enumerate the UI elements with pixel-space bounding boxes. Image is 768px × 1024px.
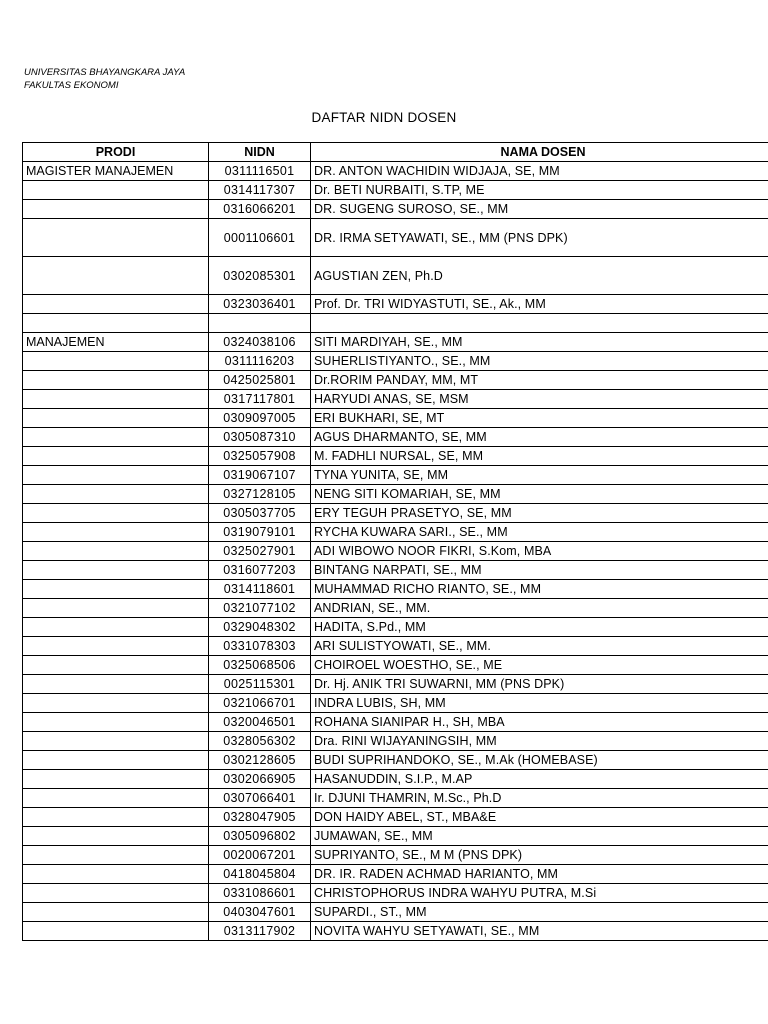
prodi-cell [23, 656, 209, 675]
nama-cell: RYCHA KUWARA SARI., SE., MM [311, 523, 768, 542]
nidn-cell: 0327128105 [209, 485, 311, 504]
nidn-cell: 0316077203 [209, 561, 311, 580]
university-name: UNIVERSITAS BHAYANGKARA JAYA [24, 67, 186, 78]
prodi-cell [23, 390, 209, 409]
nama-cell: NENG SITI KOMARIAH, SE, MM [311, 485, 768, 504]
nama-cell: HASANUDDIN, S.I.P., M.AP [311, 770, 768, 789]
table-row [23, 257, 768, 295]
document-header [24, 66, 185, 92]
nidn-cell: 0329048302 [209, 618, 311, 637]
nidn-cell: 0305087310 [209, 428, 311, 447]
nama-cell: Ir. DJUNI THAMRIN, M.Sc., Ph.D [311, 789, 768, 808]
prodi-cell [23, 504, 209, 523]
nama-cell: Dr. BETI NURBAITI, S.TP, ME [311, 181, 768, 200]
nidn-cell: 0331078303 [209, 637, 311, 656]
table-row [23, 751, 768, 770]
table-row [23, 637, 768, 656]
prodi-cell [23, 884, 209, 903]
nama-cell: TYNA YUNITA, SE, MM [311, 466, 768, 485]
nama-cell: MUHAMMAD RICHO RIANTO, SE., MM [311, 580, 768, 599]
nama-cell: DR. ANTON WACHIDIN WIDJAJA, SE, MM [311, 162, 768, 181]
prodi-cell [23, 865, 209, 884]
table-row [23, 808, 768, 827]
nama-cell: DR. IRMA SETYAWATI, SE., MM (PNS DPK) [311, 219, 768, 257]
table-row [23, 504, 768, 523]
prodi-cell [23, 903, 209, 922]
table-row [23, 675, 768, 694]
nama-cell: SUHERLISTIYANTO., SE., MM [311, 352, 768, 371]
prodi-cell [23, 371, 209, 390]
nidn-cell: 0020067201 [209, 846, 311, 865]
nama-cell: HADITA, S.Pd., MM [311, 618, 768, 637]
nidn-cell: 0325057908 [209, 447, 311, 466]
prodi-cell [23, 523, 209, 542]
nidn-cell: 0025115301 [209, 675, 311, 694]
table-row [23, 428, 768, 447]
table-row [23, 542, 768, 561]
nidn-cell: 0311116501 [209, 162, 311, 181]
table-row [23, 352, 768, 371]
prodi-cell [23, 466, 209, 485]
nidn-cell: 0305037705 [209, 504, 311, 523]
nama-cell: SITI MARDIYAH, SE., MM [311, 333, 768, 352]
prodi-cell [23, 922, 209, 941]
table-row [23, 523, 768, 542]
nidn-cell: 0325027901 [209, 542, 311, 561]
table-row [23, 409, 768, 428]
nidn-cell: 0319067107 [209, 466, 311, 485]
nidn-cell: 0324038106 [209, 333, 311, 352]
prodi-cell [23, 789, 209, 808]
nidn-cell: 0001106601 [209, 219, 311, 257]
nama-cell: JUMAWAN, SE., MM [311, 827, 768, 846]
nama-cell: DR. IR. RADEN ACHMAD HARIANTO, MM [311, 865, 768, 884]
table-row [23, 162, 768, 181]
nama-cell: HARYUDI ANAS, SE, MSM [311, 390, 768, 409]
table-row [23, 390, 768, 409]
nama-cell: BINTANG NARPATI, SE., MM [311, 561, 768, 580]
nama-cell: ANDRIAN, SE., MM. [311, 599, 768, 618]
nama-cell: Dr. Hj. ANIK TRI SUWARNI, MM (PNS DPK) [311, 675, 768, 694]
table-row [23, 314, 768, 333]
nidn-cell: 0302085301 [209, 257, 311, 295]
prodi-cell [23, 637, 209, 656]
nidn-cell: 0320046501 [209, 713, 311, 732]
table-row [23, 181, 768, 200]
nidn-cell: 0319079101 [209, 523, 311, 542]
table-row [23, 827, 768, 846]
nidn-cell: 0302128605 [209, 751, 311, 770]
table-row [23, 580, 768, 599]
prodi-cell [23, 732, 209, 751]
nama-cell: NOVITA WAHYU SETYAWATI, SE., MM [311, 922, 768, 941]
nama-cell: CHRISTOPHORUS INDRA WAHYU PUTRA, M.Si [311, 884, 768, 903]
nama-cell: BUDI SUPRIHANDOKO, SE., M.Ak (HOMEBASE) [311, 751, 768, 770]
prodi-cell [23, 599, 209, 618]
nama-cell: SUPARDI., ST., MM [311, 903, 768, 922]
prodi-cell [23, 580, 209, 599]
prodi-cell [23, 561, 209, 580]
table-header-row [23, 143, 768, 162]
prodi-cell [23, 846, 209, 865]
prodi-cell [23, 485, 209, 504]
nidn-cell: 0418045804 [209, 865, 311, 884]
table-row [23, 846, 768, 865]
prodi-cell [23, 713, 209, 732]
nama-cell: M. FADHLI NURSAL, SE, MM [311, 447, 768, 466]
prodi-cell [23, 352, 209, 371]
nama-cell: Prof. Dr. TRI WIDYASTUTI, SE., Ak., MM [311, 295, 768, 314]
prodi-cell [23, 808, 209, 827]
nidn-cell: 0316066201 [209, 200, 311, 219]
table-row [23, 618, 768, 637]
prodi-cell [23, 181, 209, 200]
table-row [23, 922, 768, 941]
prodi-cell [23, 827, 209, 846]
nidn-cell: 0314118601 [209, 580, 311, 599]
table-row [23, 694, 768, 713]
prodi-cell [23, 314, 209, 333]
nidn-cell: 0313117902 [209, 922, 311, 941]
nama-cell: ERY TEGUH PRASETYO, SE, MM [311, 504, 768, 523]
prodi-cell: MAGISTER MANAJEMEN [23, 162, 209, 181]
prodi-cell [23, 618, 209, 637]
column-header-nama: NAMA DOSEN [311, 143, 768, 162]
nama-cell: AGUSTIAN ZEN, Ph.D [311, 257, 768, 295]
nama-cell: SUPRIYANTO, SE., M M (PNS DPK) [311, 846, 768, 865]
table-row [23, 219, 768, 257]
nidn-cell: 0323036401 [209, 295, 311, 314]
table-row [23, 561, 768, 580]
table-row [23, 865, 768, 884]
nidn-cell: 0307066401 [209, 789, 311, 808]
prodi-cell [23, 447, 209, 466]
nidn-cell: 0314117307 [209, 181, 311, 200]
table-row [23, 295, 768, 314]
prodi-cell [23, 257, 209, 295]
nama-cell: DON HAIDY ABEL, ST., MBA&E [311, 808, 768, 827]
table-row [23, 447, 768, 466]
table-row [23, 333, 768, 352]
table-row [23, 789, 768, 808]
nama-cell: ADI WIBOWO NOOR FIKRI, S.Kom, MBA [311, 542, 768, 561]
nama-cell: ARI SULISTYOWATI, SE., MM. [311, 637, 768, 656]
nama-cell: ROHANA SIANIPAR H., SH, MBA [311, 713, 768, 732]
prodi-cell [23, 542, 209, 561]
column-header-prodi: PRODI [23, 143, 209, 162]
prodi-cell [23, 409, 209, 428]
nama-cell: Dr.RORIM PANDAY, MM, MT [311, 371, 768, 390]
nama-cell: Dra. RINI WIJAYANINGSIH, MM [311, 732, 768, 751]
table-body [23, 162, 768, 941]
nama-cell: INDRA LUBIS, SH, MM [311, 694, 768, 713]
table-row [23, 656, 768, 675]
nidn-cell: 0309097005 [209, 409, 311, 428]
table-row [23, 732, 768, 751]
nidn-cell: 0328047905 [209, 808, 311, 827]
table-row [23, 770, 768, 789]
prodi-cell [23, 694, 209, 713]
table-row [23, 466, 768, 485]
nama-cell: DR. SUGENG SUROSO, SE., MM [311, 200, 768, 219]
column-header-nidn: NIDN [209, 143, 311, 162]
prodi-cell [23, 200, 209, 219]
document-title: DAFTAR NIDN DOSEN [311, 110, 457, 125]
nidn-cell: 0321077102 [209, 599, 311, 618]
prodi-cell [23, 770, 209, 789]
nama-cell: ERI BUKHARI, SE, MT [311, 409, 768, 428]
nidn-cell: 0331086601 [209, 884, 311, 903]
prodi-cell [23, 219, 209, 257]
table-row [23, 371, 768, 390]
lecturer-table [22, 142, 768, 941]
table-row [23, 903, 768, 922]
prodi-cell [23, 428, 209, 447]
nidn-cell: 0425025801 [209, 371, 311, 390]
prodi-cell [23, 295, 209, 314]
nama-cell: CHOIROEL WOESTHO, SE., ME [311, 656, 768, 675]
table-row [23, 713, 768, 732]
nidn-cell: 0302066905 [209, 770, 311, 789]
table-row [23, 599, 768, 618]
nama-cell: AGUS DHARMANTO, SE, MM [311, 428, 768, 447]
nidn-cell: 0328056302 [209, 732, 311, 751]
nidn-cell: 0325068506 [209, 656, 311, 675]
nidn-cell [209, 314, 311, 333]
nidn-cell: 0321066701 [209, 694, 311, 713]
nidn-cell: 0403047601 [209, 903, 311, 922]
table-row [23, 485, 768, 504]
nidn-cell: 0311116203 [209, 352, 311, 371]
nidn-cell: 0305096802 [209, 827, 311, 846]
nidn-cell: 0317117801 [209, 390, 311, 409]
table-row [23, 884, 768, 903]
faculty-name: FAKULTAS EKONOMI [24, 80, 119, 91]
prodi-cell: MANAJEMEN [23, 333, 209, 352]
nama-cell [311, 314, 768, 333]
table-row [23, 200, 768, 219]
prodi-cell [23, 675, 209, 694]
prodi-cell [23, 751, 209, 770]
